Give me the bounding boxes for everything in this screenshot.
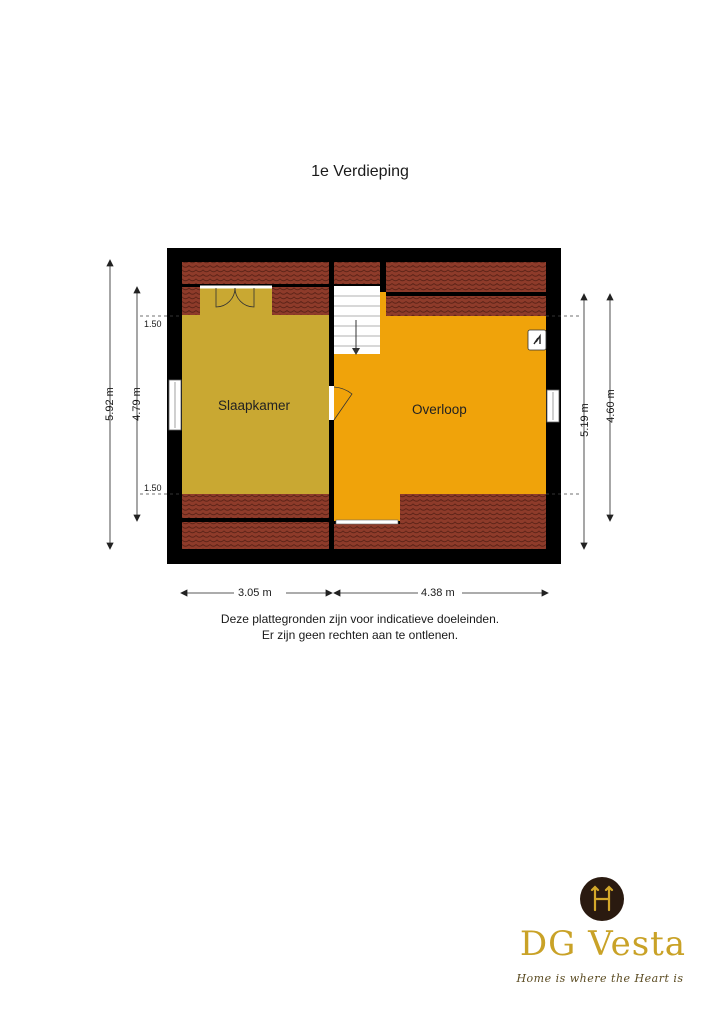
dim-eave-top: 1.50 [144, 319, 162, 329]
dim-eave-bottom: 1.50 [144, 483, 162, 493]
roof-left-top [182, 262, 329, 284]
dim-right-total: 4.60 m [605, 389, 617, 423]
slaapkamer-label: Slaapkamer [218, 398, 291, 413]
stair-icon [334, 286, 380, 355]
dim-right-width: 4.38 m [421, 587, 455, 599]
disclaimer-line-2: Er zijn geen rechten aan te ontlenen. [261, 628, 459, 642]
dim-left-room: 4.79 m [131, 387, 143, 421]
boiler-icon [528, 330, 546, 350]
floor-title: 1e Verdieping [311, 163, 409, 180]
brand-tagline: Home is where the Heart is [516, 972, 684, 985]
roof-left-bottom-2 [182, 522, 329, 549]
dim-left-total: 5.92 m [104, 387, 116, 421]
logo-emblem-icon [579, 876, 625, 922]
window-bottom [336, 520, 398, 524]
slaapkamer-closet [200, 287, 272, 315]
roof-right-top-b [386, 262, 546, 292]
roof-right-top-a [334, 262, 380, 284]
disclaimer-line-1: Deze plattegronden zijn voor indicatieve doeleinden. [220, 612, 500, 626]
dim-left-width: 3.05 m [238, 587, 272, 599]
dim-right-room: 5.19 m [579, 403, 591, 437]
overloop-label: Overloop [412, 402, 467, 417]
roof-right-bottom [400, 494, 546, 549]
brand-name: DG Vesta [519, 924, 687, 964]
roof-left-bottom [182, 494, 329, 518]
roof-right-bottom-2 [334, 524, 404, 549]
roof-right-top-c [386, 296, 546, 316]
disclaimer [0, 611, 720, 643]
